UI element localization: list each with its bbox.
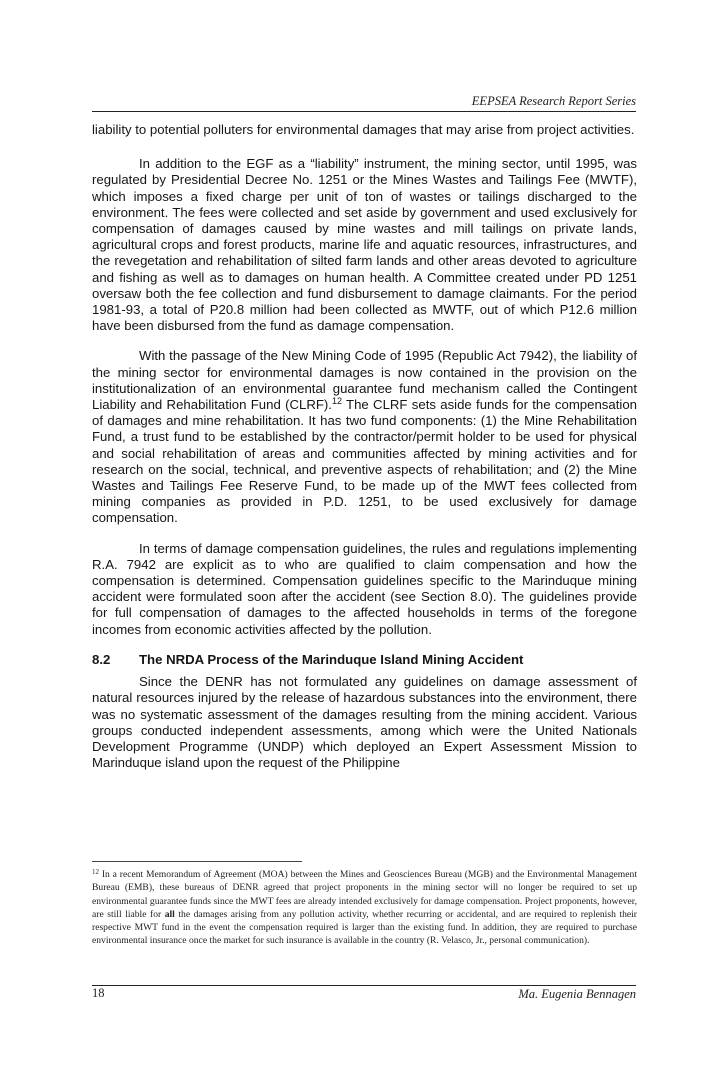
header-rule <box>92 111 636 112</box>
footnote-separator <box>92 861 302 862</box>
running-head: EEPSEA Research Report Series <box>471 94 636 108</box>
paragraph-text: With the passage of the New Mining Code of 1995 (Republic Act 7942), the liability of the mining sector for environmental damages is now contained in the provision on the institutionalization of an environmental guarantee fund mechanism called the Contingent Liability and Rehabilitation Fund (CLRF). <box>92 348 637 413</box>
paragraph <box>92 348 637 526</box>
paragraph-text: The CLRF sets aside funds for the compensation of damages and mine rehabilitation. It has two fund components: (1) the Mine Rehabilitation Fund, a trust fund to be established by the contractor/permit holder to be used for physical and social rehabilitation of areas and communities affected by mining activities and for research on the social, technical, and preventive aspects of rehabilitation; and (2) the Mine Wastes and Tailings Fee Reserve Fund, to be made up of the MWT fees collected from mining companies as provided in P.D. 1251, to be used exclusively for damage compensation. <box>92 397 637 526</box>
footnote-number: 12 <box>92 868 99 876</box>
section-heading <box>92 652 637 668</box>
paragraph: Since the DENR has not formulated any guidelines on damage assessment of natural resources injured by the release of hazardous substances into the environment, there was no systematic assessment of the damages resulting from the mining accident. Various groups conducted independent assessments, among which were the United Nationals Development Programme (UNDP) which deployed an Expert Assessment Mission to Marinduque island upon the request of the Philippine <box>92 674 637 771</box>
page-number: 18 <box>92 986 105 1000</box>
footnote-text: the damages arising from any pollution activity, whether recurring or accidental, and are required to replenish their respective MWT fund in the event the compensation required is larger than the existing fund. In addition, they are required to purchase environmental insurance once the market for such insurance is available in the country (R. Velasco, Jr., personal communication). <box>92 908 637 947</box>
body-text <box>92 122 637 785</box>
section-title: The NRDA Process of the Marinduque Island Mining Accident <box>139 651 524 667</box>
footnote-reference[interactable]: 12 <box>331 396 342 407</box>
footer-rule <box>92 985 636 986</box>
section-number: 8.2 <box>92 651 111 667</box>
footer-author: Ma. Eugenia Bennagen <box>518 987 636 1001</box>
paragraph: liability to potential polluters for environmental damages that may arise from project activities. <box>92 122 635 137</box>
paragraph: In addition to the EGF as a “liability” instrument, the mining sector, until 1995, was regulated by Presidential Decree No. 1251 or the Mines Wastes and Tailings Fee (MWTF), which imposes a fixed charge per unit of ton of wastes or tailings discharged to the environment. The fees were collected and set aside by government and used exclusively for compensation of damages caused by mine wastes and mill tailings on private lands, agricultural crops and forest products, marine life and aquatic resources, infrastructures, and the revegetation and rehabilitation of silted farm lands and other areas devoted to agriculture and fishing as well as to damages on human health. A Committee created under PD 1251 oversaw both the fee collection and fund disbursement to damage claimants. For the period 1981-93, a total of P20.8 million had been collected as MWTF, out of which P12.6 million have been disbursed from the fund as damage compensation. <box>92 156 637 334</box>
footnote-emphasis: all <box>164 908 175 920</box>
footnote <box>92 868 637 948</box>
paragraph: In terms of damage compensation guidelines, the rules and regulations implementing R.A. 7942 are explicit as to who are qualified to claim compensation and how the compensation is determined. Compensation guidelines specific to the Marinduque mining accident were formulated soon after the accident (see Section 8.0). The guidelines provide for full compensation of damages to the affected households in terms of the foregone incomes from economic activities affected by the pollution. <box>92 540 637 637</box>
footnote-text: In a recent Memorandum of Agreement (MOA) between the Mines and Geosciences Bureau (MGB) and the Environmental Management Bureau (EMB), these bureaus of DENR agreed that project proponents in the mining sector will no longer be required to set up environmental guarantee funds since the MWT fees are already intended exclusively for damage compensation. Project proponents, however, are still liable for <box>92 869 637 920</box>
